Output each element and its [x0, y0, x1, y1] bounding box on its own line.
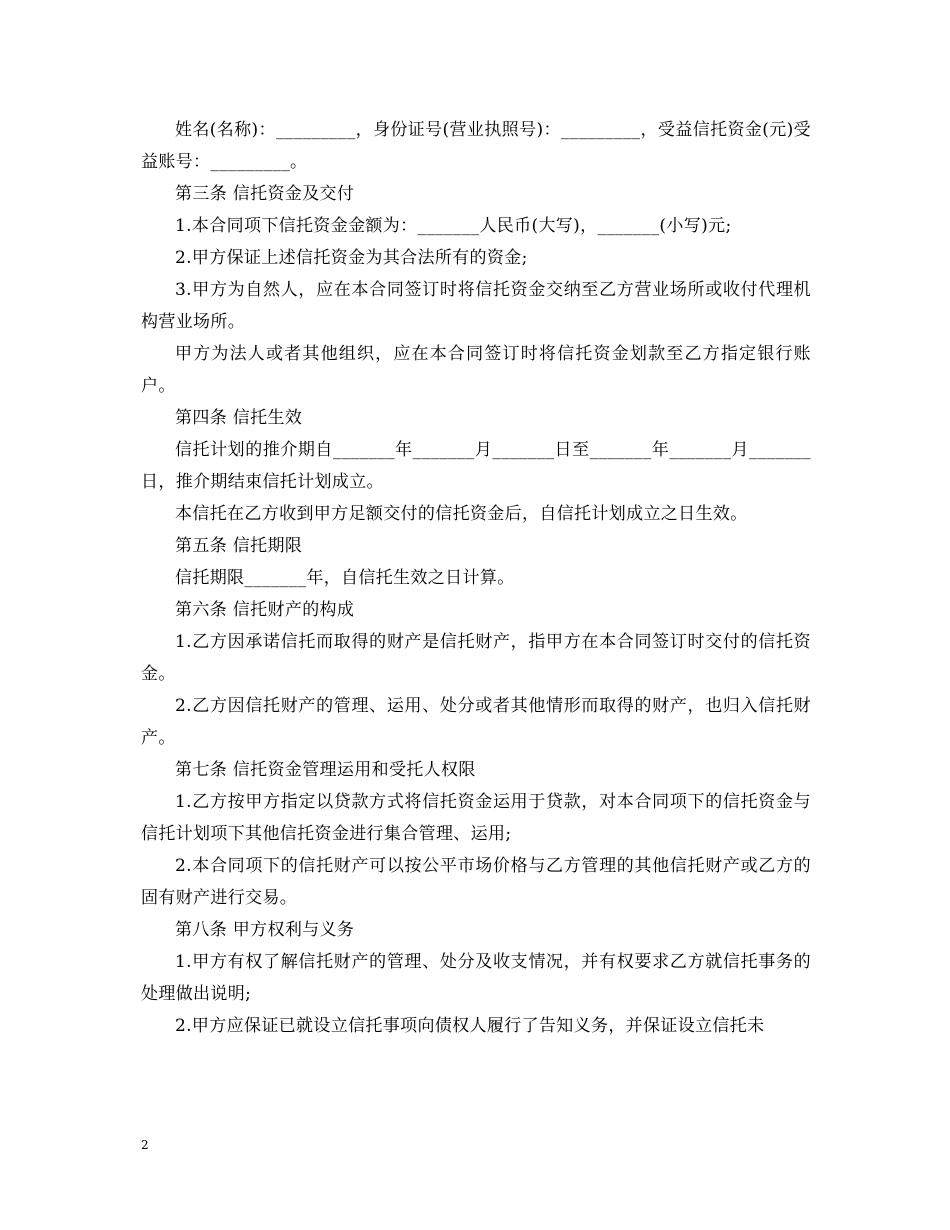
heading-article-6: 第六条 信托财产的构成	[175, 600, 355, 620]
paragraph-management-1: 1.乙方按甲方指定以贷款方式将信托资金运用于贷款，对本合同项下的信托资金与信托计划项下其他信托资金进行集合管理、运用;	[141, 792, 811, 844]
document-body	[141, 114, 811, 1042]
paragraph-promotion-period: 信托计划的推介期自_______年_______月_______日至_______年_______月_______日，推介期结束信托计划成立。	[141, 440, 811, 492]
heading-article-3: 第三条 信托资金及交付	[175, 184, 355, 204]
paragraph-trust-effective: 本信托在乙方收到甲方足额交付的信托资金后，自信托计划成立之日生效。	[175, 504, 748, 524]
paragraph-trust-amount: 1.本合同项下信托资金金额为：_______人民币(大写)，_______(小写)元;	[175, 216, 732, 236]
heading-article-5: 第五条 信托期限	[175, 536, 303, 556]
paragraph-trust-property-2: 2.乙方因信托财产的管理、运用、处分或者其他情形而取得的财产，也归入信托财产。	[141, 696, 811, 748]
heading-article-4: 第四条 信托生效	[175, 408, 303, 428]
paragraph-management-2: 2.本合同项下的信托财产可以按公平市场价格与乙方管理的其他信托财产或乙方的固有财产进行交易。	[141, 856, 811, 908]
heading-article-8: 第八条 甲方权利与义务	[175, 920, 355, 940]
paragraph-legal-person: 甲方为法人或者其他组织，应在本合同签订时将信托资金划款至乙方指定银行账户。	[141, 344, 811, 396]
heading-article-7: 第七条 信托资金管理运用和受托人权限	[175, 760, 476, 780]
paragraph-trust-property-1: 1.乙方因承诺信托而取得的财产是信托财产，指甲方在本合同签订时交付的信托资金。	[141, 632, 811, 684]
paragraph-trust-term: 信托期限_______年，自信托生效之日计算。	[175, 568, 515, 588]
paragraph-natural-person: 3.甲方为自然人，应在本合同签订时将信托资金交纳至乙方营业场所或收付代理机构营业场所。	[141, 280, 811, 332]
paragraph-legal-funds: 2.甲方保证上述信托资金为其合法所有的资金;	[175, 248, 528, 268]
page-number: 2	[141, 1138, 149, 1152]
paragraph-beneficiary-info: 姓名(名称)：_________，身份证号(营业执照号)：_________，受益信托资金(元)受益账号：_________。	[141, 120, 811, 172]
paragraph-party-a-rights-1: 1.甲方有权了解信托财产的管理、处分及收支情况，并有权要求乙方就信托事务的处理做出说明;	[141, 952, 811, 1004]
paragraph-party-a-rights-2: 2.甲方应保证已就设立信托事项向债权人履行了告知义务，并保证设立信托未	[175, 1016, 765, 1036]
